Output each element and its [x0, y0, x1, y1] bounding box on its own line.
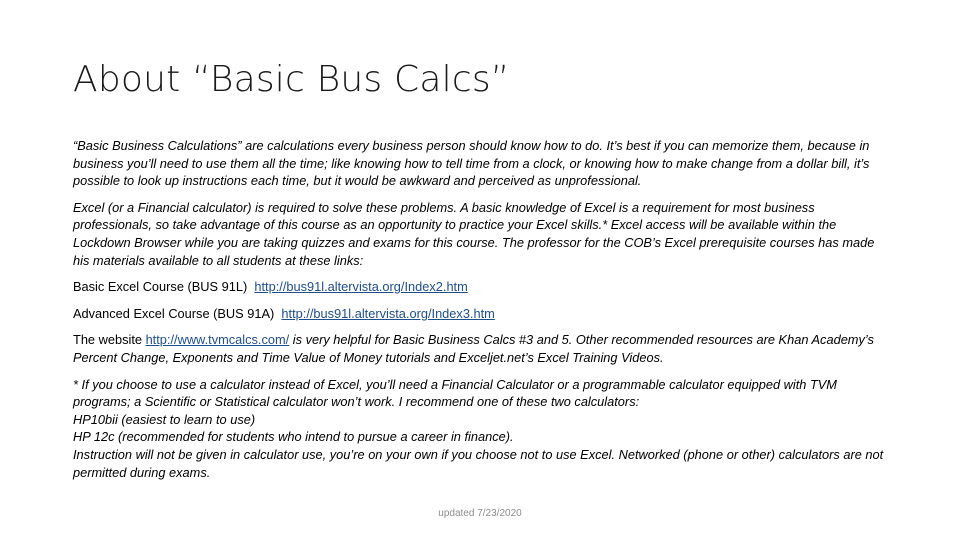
updated-footer: updated 7/23/2020 [438, 508, 522, 519]
calculator-note [73, 376, 888, 482]
advanced-course-line [73, 305, 888, 323]
basic-course-link[interactable]: http://bus91l.altervista.org/Index2.htm [254, 279, 468, 295]
advanced-course-link[interactable]: http://bus91l.altervista.org/Index3.htm [281, 305, 495, 321]
basic-course-line [73, 278, 888, 296]
tvmcalcs-link[interactable]: http://www.tvmcalcs.com/ [145, 332, 290, 348]
note-line-1: * If you choose to use a calculator instead of Excel, you’ll need a Financial Calculator or a programmable calculator equipped with TVM programs; a Scientific or Statistical calculator won’t work. I recommend one of these two calculators: [73, 376, 837, 410]
intro-paragraph: “Basic Business Calculations” are calculations every business person should know how to do. It’s best if you can memorize them, because in business you’ll need to use them all the time; like knowing how to tell time from a clock, or knowing how to make change from a dollar bill, it’s possible to look up instructions each time, but it would be awkward and perceived as unprofessional. [73, 138, 870, 189]
website-post: is very helpful for Basic Business Calcs #3 and 5. Other recommended resources are Khan Academy’s Percent Change, Exponents and Time Value of Money tutorials and Exceljet.net’s Excel Training Videos. [73, 332, 874, 365]
advanced-course-label: Advanced Excel Course (BUS 91A) [73, 305, 275, 321]
website-paragraph [73, 331, 888, 366]
page-title: About “Basic Bus Calcs” [73, 59, 510, 100]
note-line-2: HP10bii (easiest to learn to use) [73, 411, 256, 427]
note-line-3: HP 12c (recommended for students who intend to pursue a career in finance). [73, 429, 514, 445]
slide-body [73, 137, 888, 490]
basic-course-label: Basic Excel Course (BUS 91L) [73, 279, 248, 295]
website-pre: The website [73, 332, 142, 348]
note-line-4: Instruction will not be given in calculator use, you’re on your own if you choose not to use Excel. Networked (phone or other) calculators are not permitted during exams. [73, 446, 884, 480]
excel-paragraph: Excel (or a Financial calculator) is required to solve these problems. A basic knowledge of Excel is a requirement for most business professionals, so take advantage of this course as an opportunity to practice your Excel skills.* Excel access will be available within the Lockdown Browser while you are taking quizzes and exams for this course. The professor for the COB’s Excel prerequisite courses has made his materials available to all students at these links: [73, 199, 875, 268]
